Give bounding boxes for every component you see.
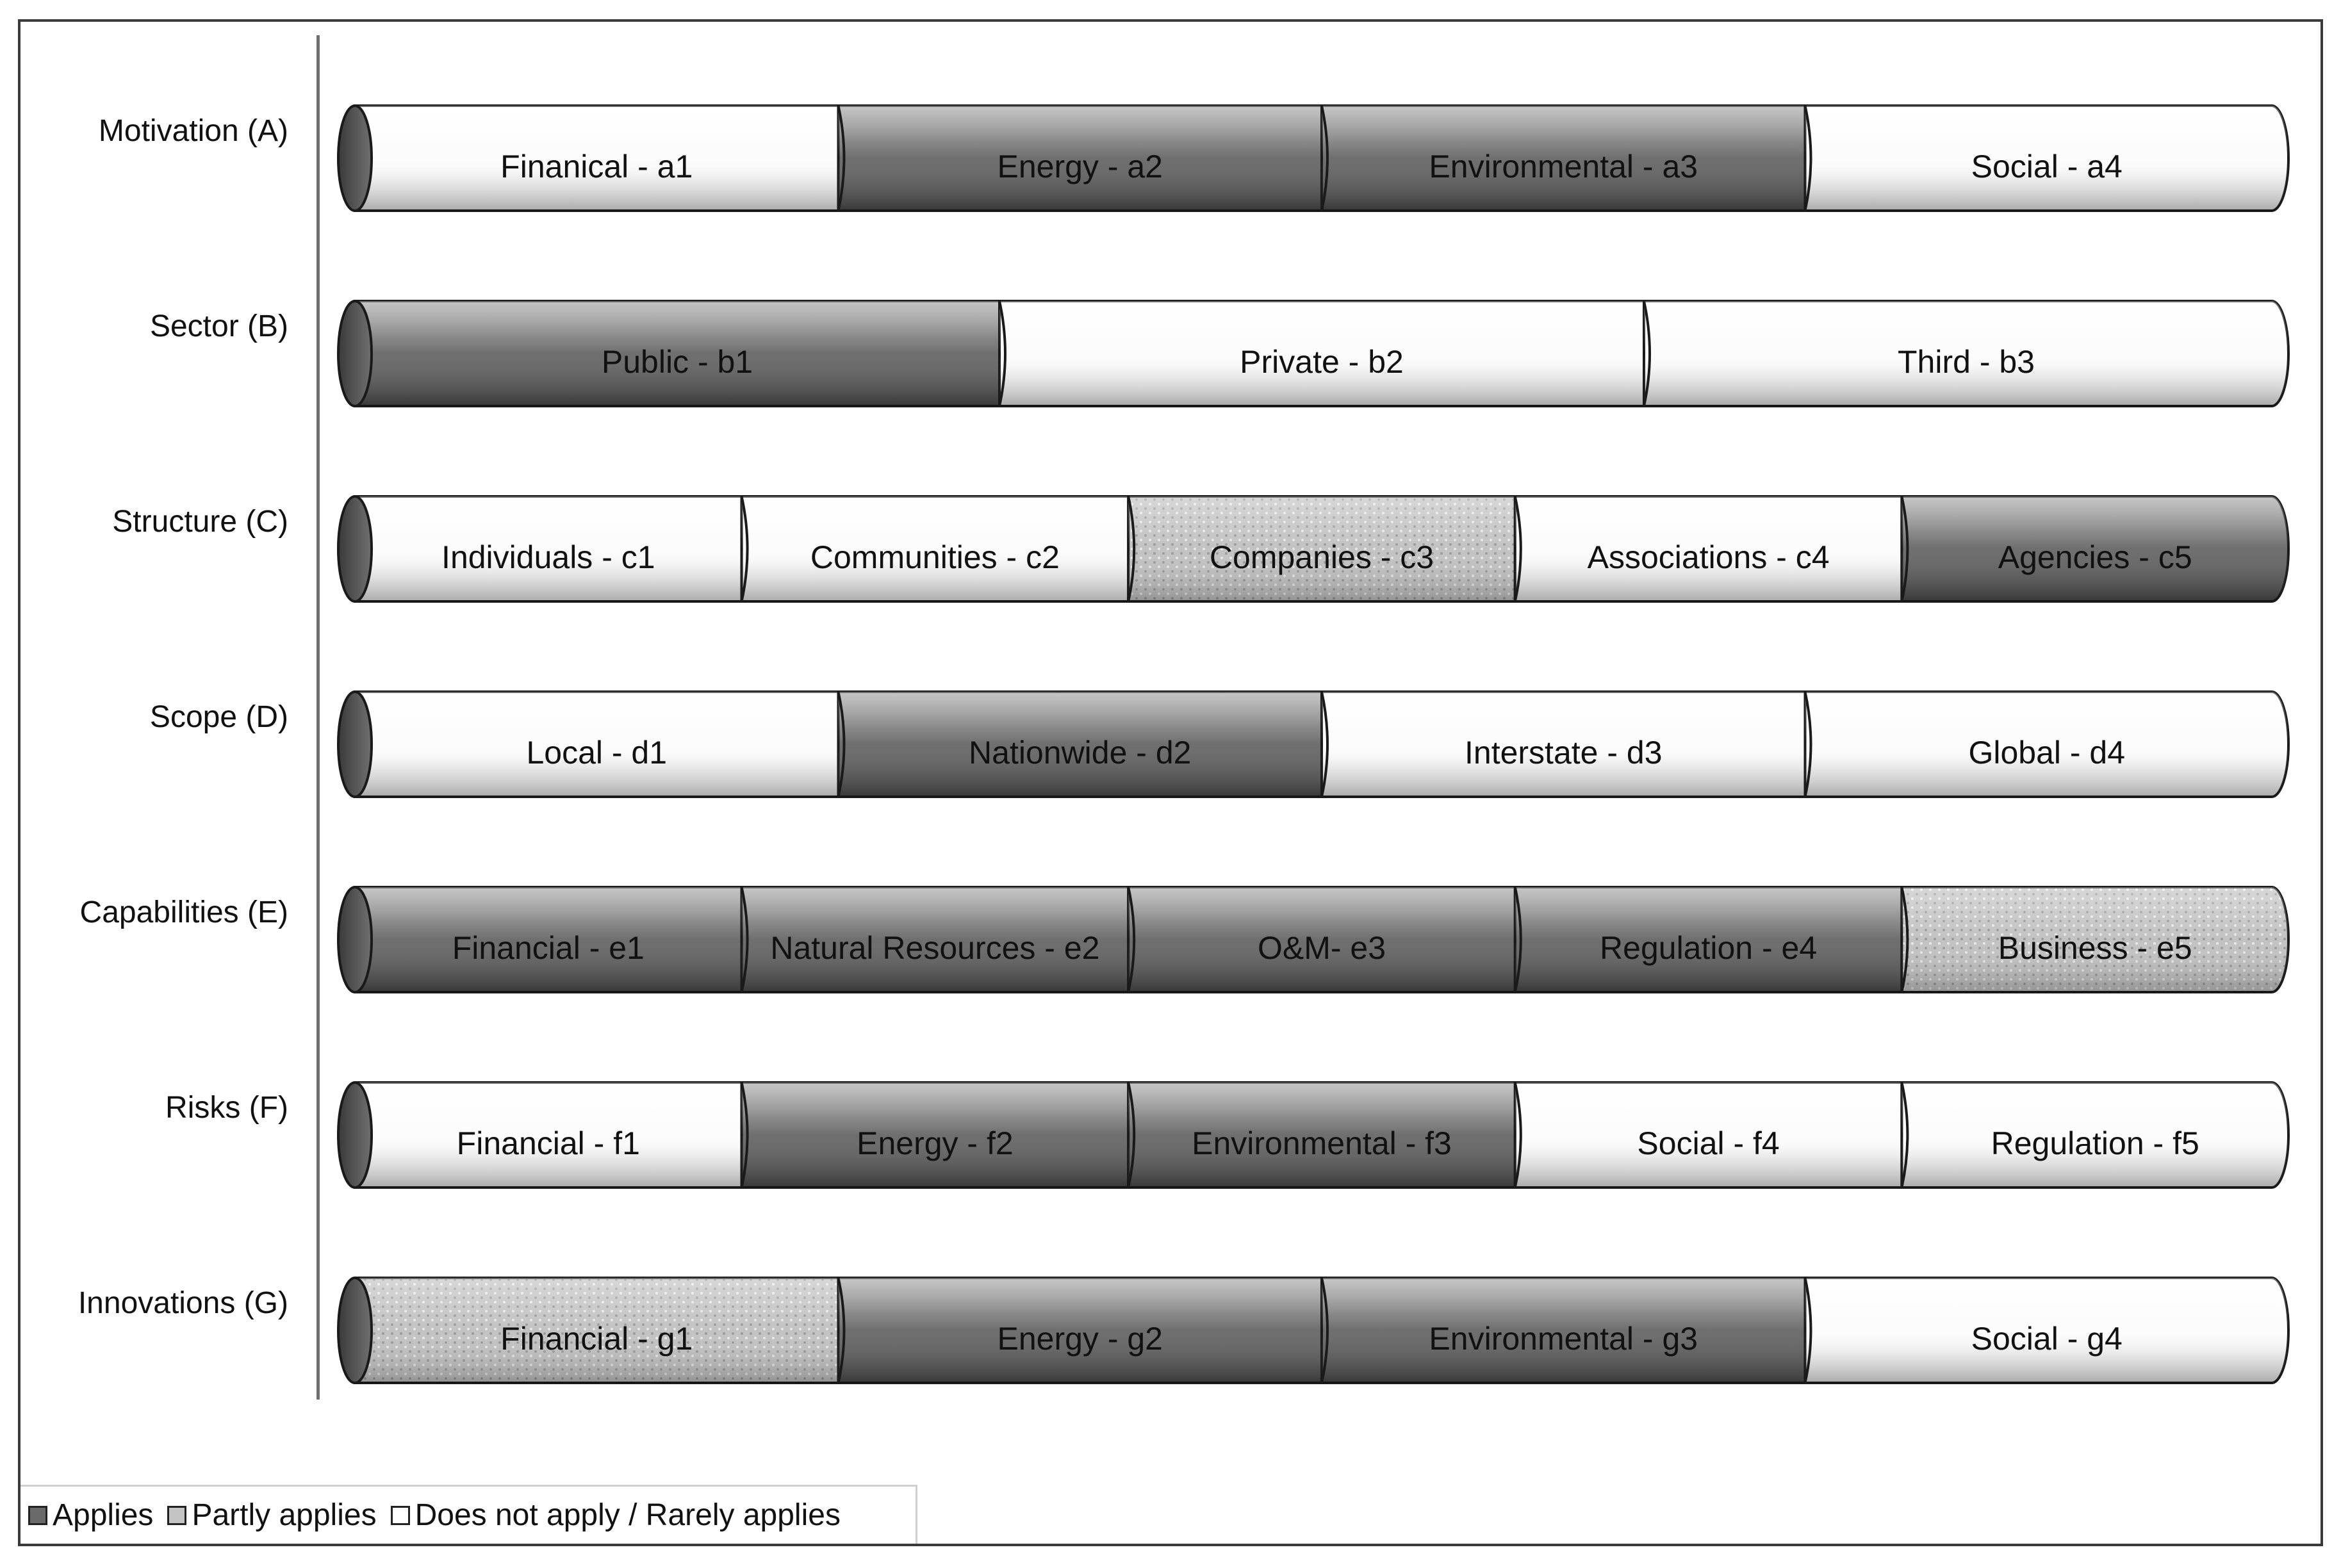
cylinder-bar	[338, 887, 2288, 992]
segment-label: Nationwide - d2	[969, 735, 1192, 771]
bar-segment	[1805, 692, 2289, 797]
bar-end-cap	[338, 887, 372, 992]
bar-segment	[1515, 887, 1902, 992]
segment-label: Environmental - a3	[1429, 149, 1698, 184]
segment-label: Financial - f1	[456, 1125, 640, 1161]
segment-label: Local - d1	[526, 735, 668, 771]
segment-label: Interstate - d3	[1465, 735, 1663, 771]
bar-end-cap	[338, 301, 372, 406]
legend-item	[391, 1498, 841, 1533]
bar-end-cap	[338, 1278, 372, 1383]
bar-segment	[1515, 1082, 1902, 1188]
legend-label: Applies	[53, 1498, 154, 1532]
segment-label: Social - f4	[1637, 1125, 1780, 1161]
bar-segment	[1515, 496, 1902, 601]
row-label: Innovations (G)	[78, 1286, 288, 1320]
segment-label: O&M- e3	[1257, 930, 1386, 966]
bar-segment	[1805, 1278, 2289, 1383]
bar-segment	[355, 692, 839, 797]
segment-label: Environmental - f3	[1192, 1125, 1452, 1161]
segment-label: Private - b2	[1240, 344, 1404, 380]
bar-segment	[1902, 1082, 2288, 1188]
row-label: Capabilities (E)	[79, 895, 288, 929]
bar-segment	[1805, 106, 2289, 211]
row-label: Scope (D)	[149, 700, 288, 734]
segment-label: Social - g4	[1971, 1321, 2123, 1357]
segment-label: Environmental - g3	[1429, 1321, 1698, 1357]
bar-segment	[1128, 887, 1515, 992]
segment-label: Agencies - c5	[1998, 539, 2192, 575]
bar-segment	[1902, 496, 2288, 601]
bar-segment	[1644, 301, 2288, 406]
bar-segment	[355, 106, 839, 211]
segment-label: Regulation - f5	[1991, 1125, 2199, 1161]
bar-end-cap	[338, 692, 372, 797]
row-label: Structure (C)	[112, 505, 288, 539]
legend-label: Partly applies	[192, 1498, 377, 1532]
cylinder-bar	[338, 1278, 2288, 1383]
legend-swatch-icon	[167, 1506, 186, 1525]
cylinder-bar	[338, 692, 2288, 797]
segment-label: Companies - c3	[1209, 539, 1434, 575]
bar-segment	[839, 106, 1322, 211]
bar-segment	[355, 301, 999, 406]
bar-segment	[839, 1278, 1322, 1383]
bar-segment	[742, 1082, 1129, 1188]
legend-item	[28, 1498, 153, 1533]
bar-segment	[355, 887, 742, 992]
bar-segment	[355, 1082, 742, 1188]
legend-swatch-icon	[28, 1506, 47, 1525]
segment-label: Individuals - c1	[441, 539, 655, 575]
segment-label: Natural Resources - e2	[770, 930, 1100, 966]
bar-segment	[742, 496, 1129, 601]
segment-label: Finanical - a1	[500, 149, 693, 184]
bar-segment	[355, 496, 742, 601]
legend	[21, 1485, 917, 1544]
cylinder-bar	[338, 496, 2288, 601]
segment-label: Social - a4	[1971, 149, 2123, 184]
cylinder-bar	[338, 106, 2288, 211]
segment-label: Business - e5	[1998, 930, 2192, 966]
segment-label: Public - b1	[601, 344, 753, 380]
segment-label: Associations - c4	[1587, 539, 1830, 575]
bar-segment	[1128, 496, 1515, 601]
bar-segment	[1322, 1278, 1805, 1383]
legend-swatch-icon	[391, 1506, 410, 1525]
segment-label: Energy - g2	[997, 1321, 1163, 1357]
bar-segment	[1322, 106, 1805, 211]
row-label: Risks (F)	[165, 1091, 288, 1125]
segment-label: Energy - f2	[857, 1125, 1014, 1161]
bar-segment	[1322, 692, 1805, 797]
segment-label: Global - d4	[1968, 735, 2126, 771]
cylinder-bar	[338, 301, 2288, 406]
bar-segment	[999, 301, 1644, 406]
segment-label: Regulation - e4	[1600, 930, 1818, 966]
legend-item	[167, 1498, 376, 1533]
bar-segment	[742, 887, 1129, 992]
segment-label: Third - b3	[1898, 344, 2035, 380]
bar-segment	[1902, 887, 2288, 992]
bar-segment	[1128, 1082, 1515, 1188]
segment-label: Financial - e1	[452, 930, 645, 966]
cylinder-bar	[338, 1082, 2288, 1188]
bar-end-cap	[338, 1082, 372, 1188]
bar-segment	[355, 1278, 839, 1383]
row-label: Motivation (A)	[98, 114, 288, 148]
legend-label: Does not apply / Rarely applies	[415, 1498, 841, 1532]
segment-label: Financial - g1	[500, 1321, 693, 1357]
segment-label: Energy - a2	[997, 149, 1163, 184]
bar-end-cap	[338, 496, 372, 601]
segment-label: Communities - c2	[810, 539, 1060, 575]
bar-end-cap	[338, 106, 372, 211]
bar-segment	[839, 692, 1322, 797]
row-label: Sector (B)	[149, 309, 288, 343]
